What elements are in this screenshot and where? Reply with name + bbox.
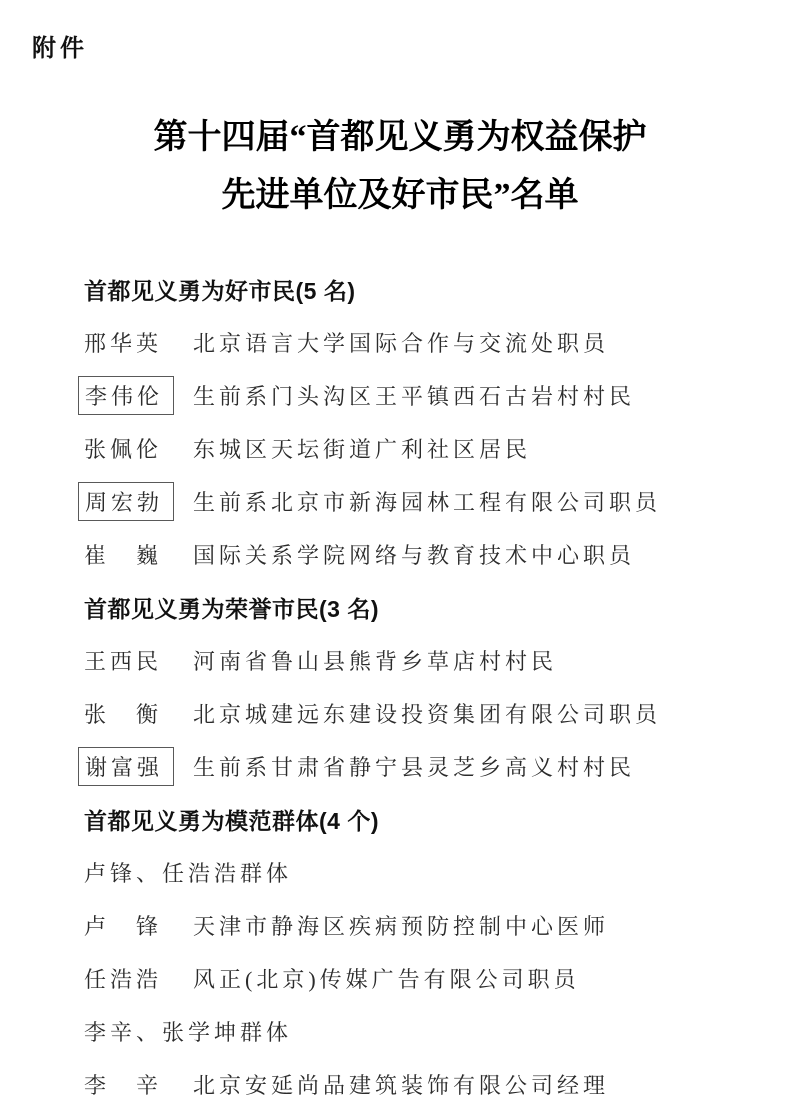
entry-name-deceased-box: 周宏勃 [78, 482, 174, 521]
doc-title-line2: 先进单位及好市民”名单 [221, 177, 579, 214]
entry-row [84, 952, 760, 1005]
entry-description: 生前系门头沟区王平镇西石古岩村村民 [193, 384, 636, 409]
section-heading-model-groups: 首都见义勇为模范群体(4 个) [84, 808, 379, 834]
group-label: 李辛、张学坤群体 [84, 1020, 293, 1045]
doc-title-line1: 第十四届“首都见义勇为权益保护 [153, 119, 647, 156]
entry-row [84, 899, 760, 952]
section-heading-good-citizens: 首都见义勇为好市民(5 名) [84, 278, 356, 304]
entry-name-deceased-box: 谢富强 [78, 747, 174, 786]
entry-name: 卢 锋 [84, 914, 163, 939]
entry-description: 生前系甘肃省静宁县灵芝乡高义村村民 [193, 755, 636, 780]
entry-name: 崔 巍 [84, 543, 163, 568]
entry-name: 王西民 [84, 649, 163, 674]
entry-description: 生前系北京市新海园林工程有限公司职员 [193, 490, 662, 515]
entry-row [84, 475, 760, 528]
entry-row [84, 316, 760, 369]
entry-description: 风正(北京)传媒广告有限公司职员 [193, 967, 580, 992]
entry-row [84, 528, 760, 581]
entry-description: 天津市静海区疾病预防控制中心医师 [193, 914, 610, 939]
entry-row [84, 634, 760, 687]
entry-row [84, 1058, 760, 1110]
doc-title [0, 109, 800, 225]
entry-row [84, 687, 760, 740]
entry-name: 张佩伦 [84, 437, 163, 462]
doc-body [0, 263, 800, 1110]
entry-description: 北京安延尚品建筑装饰有限公司经理 [193, 1073, 610, 1098]
entry-name: 任浩浩 [84, 967, 163, 992]
entry-name: 张 衡 [84, 702, 163, 727]
entry-description: 国际关系学院网络与教育技术中心职员 [193, 543, 636, 568]
entry-description: 河南省鲁山县熊背乡草店村村民 [193, 649, 558, 674]
group-label: 卢锋、任浩浩群体 [84, 861, 293, 886]
section-heading-honorary-citizens: 首都见义勇为荣誉市民(3 名) [84, 596, 379, 622]
entry-name-deceased-box: 李伟伦 [78, 376, 174, 415]
attachment-label: 附件 [32, 35, 88, 62]
entry-description: 北京语言大学国际合作与交流处职员 [193, 331, 610, 356]
entry-row [84, 422, 760, 475]
entry-name: 邢华英 [84, 331, 163, 356]
entry-description: 东城区天坛街道广利社区居民 [193, 437, 532, 462]
entry-row [84, 740, 760, 793]
entry-description: 北京城建远东建设投资集团有限公司职员 [193, 702, 662, 727]
entry-name: 李 辛 [84, 1073, 163, 1098]
entry-row [84, 369, 760, 422]
